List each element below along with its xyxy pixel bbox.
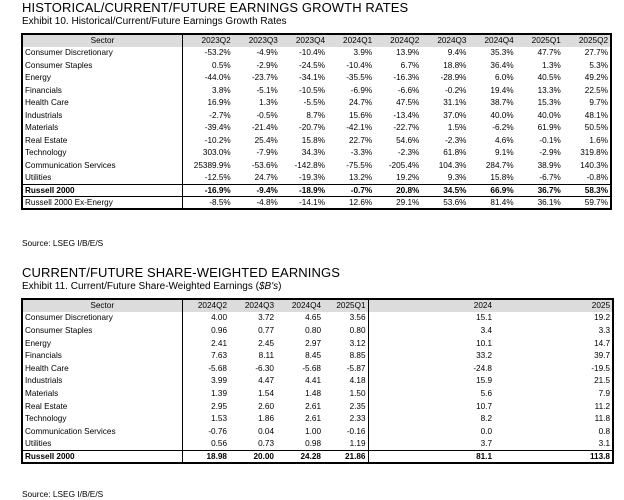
value-cell: 1.53	[211, 414, 227, 424]
value-cell: -20.7%	[299, 123, 325, 133]
sector-cell: Real Estate	[22, 134, 183, 147]
value-cell: -75.5%	[346, 160, 373, 170]
value-cell: -53.2%	[204, 48, 231, 58]
value-cell: 1.50	[349, 388, 366, 398]
value-cell: 0.98	[305, 439, 321, 449]
value-cell: -19.3%	[299, 173, 325, 182]
value-cell: 2.60	[258, 401, 274, 411]
sector-cell: Russell 2000 Ex-Energy	[22, 197, 183, 210]
sector-cell: Consumer Discretionary	[22, 312, 182, 325]
value-cell: 12.6%	[327, 197, 374, 210]
value-cell: 5.3%	[589, 60, 608, 70]
value-cell: -2.7%	[209, 110, 231, 120]
value-cell: 15.6%	[348, 110, 373, 120]
value-cell: 18.98	[182, 450, 229, 463]
table-row	[22, 72, 611, 85]
value-cell: 4.6%	[494, 135, 514, 145]
value-cell: 15.8%	[301, 135, 325, 145]
value-cell: -8.5%	[183, 197, 233, 210]
value-cell: 27.7%	[584, 48, 608, 58]
value-cell: -0.1%	[539, 135, 561, 145]
share-weighted-table	[21, 298, 614, 464]
sector-cell: Health Care	[22, 97, 183, 110]
value-cell: 21.5	[594, 376, 610, 386]
table-total-row	[22, 450, 613, 463]
value-cell: 1.3%	[542, 60, 561, 70]
column-header: 2025Q2	[578, 36, 608, 46]
value-cell: 0.80	[349, 325, 366, 335]
table-row	[22, 349, 613, 362]
value-cell: 1.6%	[589, 135, 608, 145]
sector-cell: Russell 2000	[22, 184, 183, 197]
table-row	[22, 134, 611, 147]
sector-cell: Communication Services	[22, 425, 182, 438]
value-cell: 47.7%	[537, 48, 561, 58]
value-cell: -12.5%	[204, 173, 231, 182]
value-cell: 9.7%	[589, 98, 608, 108]
exhibit-11-text: Exhibit 11. Current/Future Share-Weighted Earnings (	[22, 281, 259, 292]
value-cell: -5.87	[346, 363, 366, 373]
value-cell: 36.4%	[490, 60, 514, 70]
value-cell: 3.8%	[212, 85, 231, 95]
sector-cell: Real Estate	[22, 400, 182, 413]
column-header: 2024Q3	[244, 301, 274, 311]
table-row	[22, 159, 611, 172]
value-cell: 15.1	[368, 312, 494, 325]
value-cell: 9.3%	[447, 173, 467, 182]
value-cell: -5.1%	[256, 85, 278, 95]
value-cell: -0.76	[208, 426, 227, 436]
value-cell: 36.1%	[516, 197, 563, 210]
value-cell: -10.5%	[299, 85, 325, 95]
sector-cell: Financials	[22, 84, 183, 97]
value-cell: 58.3%	[563, 184, 611, 197]
value-cell: 19.2	[594, 313, 610, 323]
value-cell: 3.72	[258, 313, 274, 323]
value-cell: -2.3%	[445, 135, 467, 145]
table-row	[22, 425, 613, 438]
sector-cell: Materials	[22, 387, 182, 400]
table-row	[22, 312, 613, 325]
value-cell: -205.4%	[388, 160, 420, 170]
value-cell: 9.1%	[494, 148, 514, 158]
value-cell: 49.2%	[584, 73, 608, 83]
value-cell: 54.6%	[396, 135, 420, 145]
value-cell: -6.9%	[350, 85, 373, 95]
value-cell: 3.4	[368, 324, 494, 337]
sector-cell: Consumer Staples	[22, 59, 183, 72]
value-cell: 25.4%	[254, 135, 278, 145]
column-header: 2024Q2	[390, 36, 420, 46]
value-cell: 319.8%	[580, 148, 608, 158]
value-cell: -7.9%	[256, 148, 278, 158]
value-cell: -53.6%	[251, 160, 278, 170]
value-cell: 13.9%	[396, 48, 420, 58]
table-row	[22, 59, 611, 72]
value-cell: 1.86	[258, 414, 274, 424]
value-cell: 36.7%	[516, 184, 563, 197]
value-cell: 7.9	[598, 388, 610, 398]
value-cell: 61.9%	[537, 123, 561, 133]
value-cell: -3.3%	[350, 148, 373, 158]
table-row	[22, 97, 611, 110]
table-total-row	[22, 184, 611, 197]
value-cell: 7.63	[211, 351, 227, 361]
value-cell: 2.35	[349, 401, 366, 411]
sector-cell: Financials	[22, 349, 182, 362]
value-cell: 113.8	[494, 450, 613, 463]
value-cell: -4.8%	[233, 197, 280, 210]
value-cell: 0.73	[258, 439, 274, 449]
column-header: Sector	[22, 299, 182, 312]
value-cell: 1.00	[305, 426, 321, 436]
value-cell: -0.7%	[327, 184, 374, 197]
column-header: 2025	[591, 301, 610, 311]
value-cell: -18.9%	[280, 184, 327, 197]
value-cell: -44.0%	[204, 73, 231, 83]
table-row	[22, 387, 613, 400]
value-cell: 22.7%	[348, 135, 373, 145]
value-cell: 2.97	[305, 338, 321, 348]
value-cell: -0.16	[346, 426, 366, 436]
sector-cell: Consumer Discretionary	[22, 47, 183, 60]
value-cell: 37.0%	[443, 110, 467, 120]
value-cell: -2.9%	[539, 148, 561, 158]
table-row	[22, 362, 613, 375]
value-cell: 4.00	[211, 313, 227, 323]
table-row	[22, 84, 611, 97]
value-cell: 3.7	[368, 438, 494, 451]
value-cell: 10.1	[368, 337, 494, 350]
value-cell: 8.11	[258, 351, 274, 361]
value-cell: 0.04	[258, 426, 274, 436]
value-cell: 140.3%	[580, 160, 608, 170]
sector-cell: Russell 2000	[22, 450, 182, 463]
value-cell: -9.4%	[233, 184, 280, 197]
value-cell: 3.1	[598, 439, 610, 449]
value-cell: 29.1%	[374, 197, 421, 210]
sector-cell: Utilities	[22, 172, 183, 185]
value-cell: -142.8%	[294, 160, 325, 170]
value-cell: -5.68	[302, 363, 321, 373]
exhibit-11-unit: $B's	[258, 281, 279, 292]
value-cell: -24.5%	[299, 60, 325, 70]
column-header: 2024Q1	[343, 36, 373, 46]
value-cell: -24.8	[368, 362, 494, 375]
value-cell: 2.61	[305, 414, 321, 424]
table-header-row	[22, 299, 613, 312]
value-cell: 13.3%	[537, 85, 561, 95]
value-cell: 5.6	[368, 387, 494, 400]
value-cell: 21.86	[323, 450, 368, 463]
value-cell: 11.2	[594, 401, 610, 411]
value-cell: 19.4%	[490, 85, 514, 95]
value-cell: -0.8%	[586, 173, 608, 182]
sector-cell: Utilities	[22, 438, 182, 451]
source-note: Source: LSEG I/B/E/S	[22, 489, 104, 499]
column-header: 2024Q2	[197, 301, 227, 311]
value-cell: 8.45	[305, 351, 321, 361]
growth-rates-title: HISTORICAL/CURRENT/FUTURE EARNINGS GROWTH RATES	[22, 0, 409, 15]
value-cell: -6.7%	[539, 173, 561, 182]
value-cell: 34.3%	[301, 148, 325, 158]
value-cell: -10.2%	[204, 135, 231, 145]
value-cell: 47.5%	[396, 98, 420, 108]
value-cell: 8.85	[349, 351, 366, 361]
value-cell: 15.9	[368, 375, 494, 388]
value-cell: 3.9%	[353, 48, 373, 58]
value-cell: 16.9%	[207, 98, 231, 108]
value-cell: -34.1%	[299, 73, 325, 83]
value-cell: -39.4%	[204, 123, 231, 133]
value-cell: 59.7%	[563, 197, 611, 210]
table-row	[22, 375, 613, 388]
column-header: 2025Q1	[531, 36, 561, 46]
value-cell: 35.3%	[490, 48, 514, 58]
sector-cell: Industrials	[22, 109, 183, 122]
value-cell: 2.45	[258, 338, 274, 348]
value-cell: 20.00	[229, 450, 276, 463]
column-header: 2023Q2	[201, 36, 231, 46]
value-cell: 53.6%	[421, 197, 468, 210]
table-row	[22, 147, 611, 160]
value-cell: 3.56	[349, 313, 366, 323]
value-cell: -10.4%	[299, 48, 325, 58]
value-cell: 39.7	[594, 351, 610, 361]
column-header: 2024Q3	[437, 36, 467, 46]
sector-cell: Energy	[22, 72, 183, 85]
value-cell: -0.5%	[256, 110, 278, 120]
value-cell: 1.19	[349, 439, 366, 449]
value-cell: 4.65	[305, 313, 321, 323]
value-cell: 2.33	[349, 414, 366, 424]
value-cell: 31.1%	[443, 98, 467, 108]
growth-rates-table	[21, 33, 612, 210]
value-cell: 34.5%	[421, 184, 468, 197]
value-cell: 38.9%	[537, 160, 561, 170]
value-cell: 8.7%	[306, 110, 325, 120]
value-cell: 33.2	[368, 349, 494, 362]
value-cell: -16.3%	[393, 73, 420, 83]
value-cell: -21.4%	[251, 123, 278, 133]
value-cell: -14.1%	[280, 197, 327, 210]
value-cell: 1.5%	[447, 123, 467, 133]
value-cell: 0.5%	[212, 60, 231, 70]
value-cell: 0.8	[598, 426, 610, 436]
table-row	[22, 172, 611, 185]
value-cell: -6.30	[255, 363, 274, 373]
value-cell: 10.7	[368, 400, 494, 413]
value-cell: 3.3	[598, 325, 610, 335]
value-cell: -5.5%	[303, 98, 325, 108]
value-cell: 24.7%	[254, 173, 278, 182]
table-header-row	[22, 34, 611, 47]
value-cell: 4.41	[305, 376, 321, 386]
value-cell: 11.8	[594, 414, 610, 424]
value-cell: -6.6%	[397, 85, 420, 95]
value-cell: 6.0%	[494, 73, 514, 83]
value-cell: 2.61	[305, 401, 321, 411]
value-cell: 1.39	[211, 388, 227, 398]
value-cell: 38.7%	[490, 98, 514, 108]
value-cell: 9.4%	[447, 48, 467, 58]
value-cell: 81.4%	[468, 197, 515, 210]
sector-cell: Health Care	[22, 362, 182, 375]
value-cell: 18.8%	[443, 60, 467, 70]
table-row	[22, 324, 613, 337]
share-weighted-title: CURRENT/FUTURE SHARE-WEIGHTED EARNINGS	[22, 265, 340, 280]
value-cell: 81.1	[368, 450, 494, 463]
sector-cell: Communication Services	[22, 159, 183, 172]
value-cell: 3.12	[349, 338, 366, 348]
sector-cell: Technology	[22, 412, 182, 425]
value-cell: 0.56	[211, 439, 227, 449]
sector-cell: Consumer Staples	[22, 324, 182, 337]
value-cell: -13.4%	[393, 110, 420, 120]
table-row	[22, 122, 611, 135]
value-cell: 14.7	[594, 338, 610, 348]
value-cell: 19.2%	[396, 173, 420, 182]
column-header: 2024Q4	[291, 301, 321, 311]
sector-cell: Technology	[22, 147, 183, 160]
value-cell: 15.3%	[537, 98, 561, 108]
value-cell: 22.5%	[584, 85, 608, 95]
sector-cell: Materials	[22, 122, 183, 135]
table-row	[22, 109, 611, 122]
exhibit-11-close: )	[278, 281, 282, 292]
value-cell: 25389.9%	[193, 160, 231, 170]
value-cell: -6.2%	[492, 123, 514, 133]
value-cell: 4.47	[258, 376, 274, 386]
value-cell: -5.68	[208, 363, 227, 373]
value-cell: 0.0	[368, 425, 494, 438]
value-cell: 24.28	[276, 450, 323, 463]
value-cell: 284.7%	[485, 160, 514, 170]
value-cell: -0.2%	[445, 85, 467, 95]
source-note: Source: LSEG I/B/E/S	[22, 238, 104, 248]
value-cell: 66.9%	[468, 184, 515, 197]
table-row	[22, 337, 613, 350]
value-cell: -19.5	[591, 363, 610, 373]
value-cell: 0.77	[258, 325, 274, 335]
column-header: 2023Q4	[295, 36, 325, 46]
value-cell: 15.8%	[490, 173, 514, 182]
value-cell: 40.0%	[537, 110, 561, 120]
exhibit-11-caption	[22, 281, 281, 292]
value-cell: -22.7%	[393, 123, 420, 133]
value-cell: 2.41	[211, 338, 227, 348]
value-cell: 6.7%	[400, 60, 420, 70]
column-header: 2023Q3	[248, 36, 278, 46]
value-cell: 13.2%	[348, 173, 373, 182]
value-cell: 40.5%	[537, 73, 561, 83]
value-cell: 303.0%	[202, 148, 231, 158]
table-row	[22, 438, 613, 451]
value-cell: -2.9%	[256, 60, 278, 70]
value-cell: 24.7%	[348, 98, 373, 108]
value-cell: 2.95	[211, 401, 227, 411]
value-cell: -35.5%	[346, 73, 373, 83]
column-header: 2025Q1	[336, 301, 366, 311]
value-cell: -28.9%	[440, 73, 467, 83]
column-header: 2024	[368, 299, 494, 312]
value-cell: 20.8%	[374, 184, 421, 197]
value-cell: -4.9%	[256, 48, 278, 58]
value-cell: 61.8%	[443, 148, 467, 158]
sector-cell: Energy	[22, 337, 182, 350]
value-cell: 3.99	[211, 376, 227, 386]
value-cell: 50.5%	[584, 123, 608, 133]
sector-cell: Industrials	[22, 375, 182, 388]
value-cell: 1.54	[258, 388, 274, 398]
value-cell: 4.18	[349, 376, 366, 386]
value-cell: 0.80	[305, 325, 321, 335]
value-cell: -2.3%	[397, 148, 420, 158]
value-cell: 1.48	[305, 388, 321, 398]
column-header: Sector	[22, 34, 183, 47]
table-row	[22, 412, 613, 425]
column-header: 2024Q4	[484, 36, 514, 46]
table-row	[22, 400, 613, 413]
value-cell: 40.0%	[490, 110, 514, 120]
value-cell: 104.3%	[438, 160, 467, 170]
table-row	[22, 197, 611, 210]
exhibit-10-caption: Exhibit 10. Historical/Current/Future Earnings Growth Rates	[22, 16, 287, 27]
value-cell: -16.9%	[183, 184, 233, 197]
value-cell: -10.4%	[346, 60, 373, 70]
table-row	[22, 47, 611, 60]
value-cell: 0.96	[211, 325, 227, 335]
value-cell: 1.3%	[259, 98, 278, 108]
value-cell: 48.1%	[584, 110, 608, 120]
value-cell: -23.7%	[251, 73, 278, 83]
value-cell: -42.1%	[346, 123, 373, 133]
value-cell: 8.2	[368, 412, 494, 425]
